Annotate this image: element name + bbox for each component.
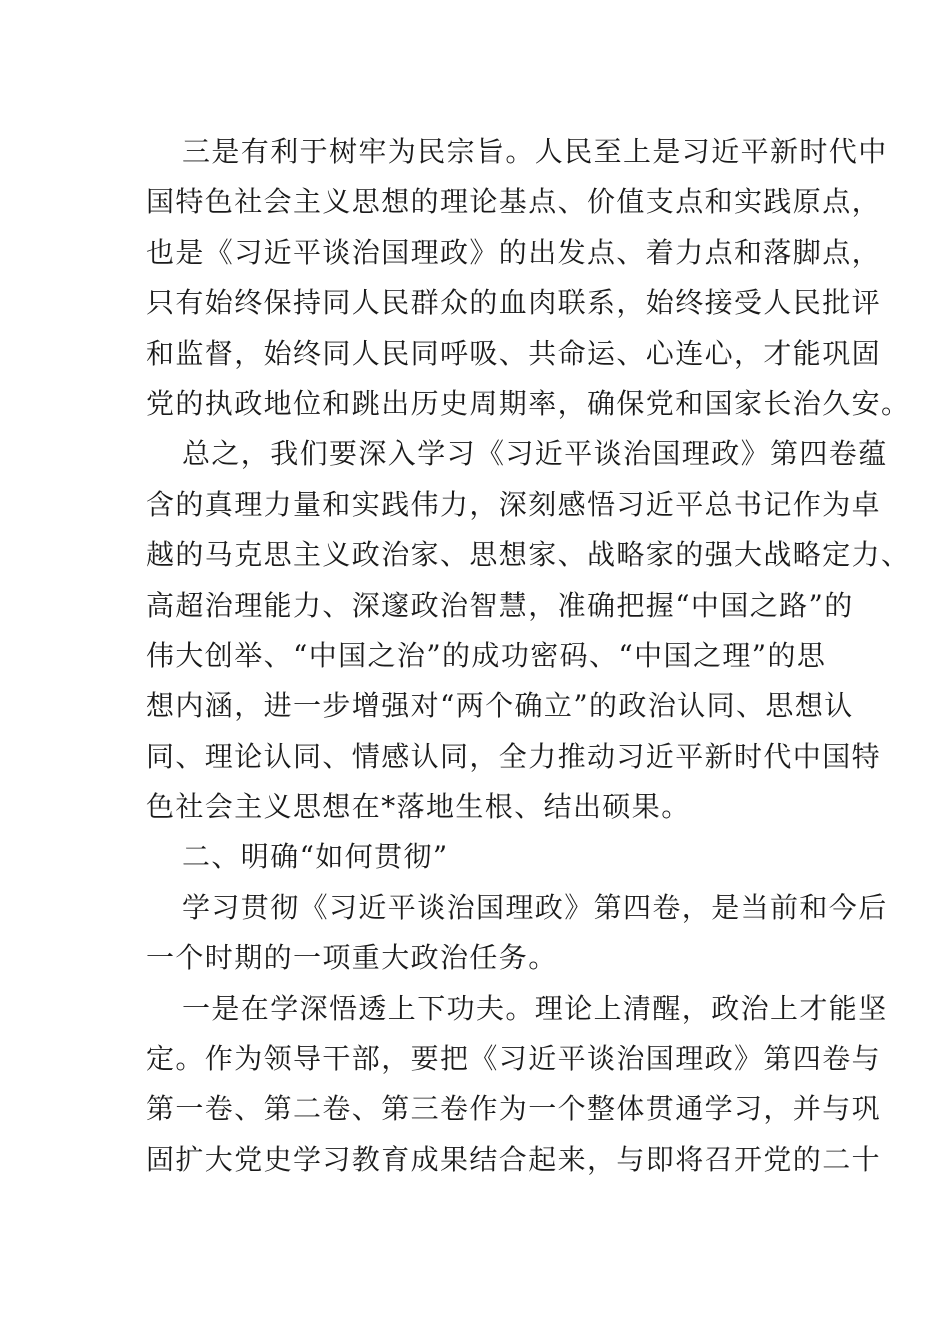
text-line: 同、理论认同、情感认同，全力推动习近平新时代中国特 <box>146 739 882 773</box>
text-line: 想内涵，进一步增强对“两个确立”的政治认同、思想认 <box>146 689 854 723</box>
text-line: 定。作为领导干部，要把《习近平谈治国理政》第四卷与 <box>146 1042 882 1076</box>
text-line: 色社会主义思想在*落地生根、结出硕果。 <box>146 790 691 824</box>
text-line: 高超治理能力、深邃政治智慧，准确把握“中国之路”的 <box>146 588 854 622</box>
text-line: 总之，我们要深入学习《习近平谈治国理政》第四卷蕴 <box>182 437 888 471</box>
text-line: 国特色社会主义思想的理论基点、价值支点和实践原点， <box>146 185 882 219</box>
text-line: 三是有利于树牢为民宗旨。人民至上是习近平新时代中 <box>182 135 888 168</box>
document-body <box>146 127 911 1185</box>
section-heading: 二、明确“如何贯彻” <box>182 840 449 874</box>
text-line: 伟大创举、“中国之治”的成功密码、“中国之理”的思 <box>146 638 827 672</box>
text-line: 学习贯彻《习近平谈治国理政》第四卷，是当前和今后 <box>182 890 888 924</box>
text-line: 含的真理力量和实践伟力，深刻感悟习近平总书记作为卓 <box>146 487 882 521</box>
text-line: 党的执政地位和跳出历史周期率，确保党和国家长治久安。 <box>146 386 911 420</box>
text-line: 和监督，始终同人民同呼吸、共命运、心连心，才能巩固 <box>146 336 882 370</box>
text-line: 固扩大党史学习教育成果结合起来，与即将召开党的二十 <box>146 1142 882 1176</box>
text-line: 越的马克思主义政治家、思想家、战略家的强大战略定力、 <box>146 538 911 572</box>
text-line: 第一卷、第二卷、第三卷作为一个整体贯通学习，并与巩 <box>146 1092 882 1126</box>
text-line: 一是在学深悟透上下功夫。理论上清醒，政治上才能坚 <box>182 991 888 1025</box>
text-line: 也是《习近平谈治国理政》的出发点、着力点和落脚点， <box>146 235 882 269</box>
text-line: 一个时期的一项重大政治任务。 <box>146 941 558 975</box>
text-line: 只有始终保持同人民群众的血肉联系，始终接受人民批评 <box>146 286 882 320</box>
